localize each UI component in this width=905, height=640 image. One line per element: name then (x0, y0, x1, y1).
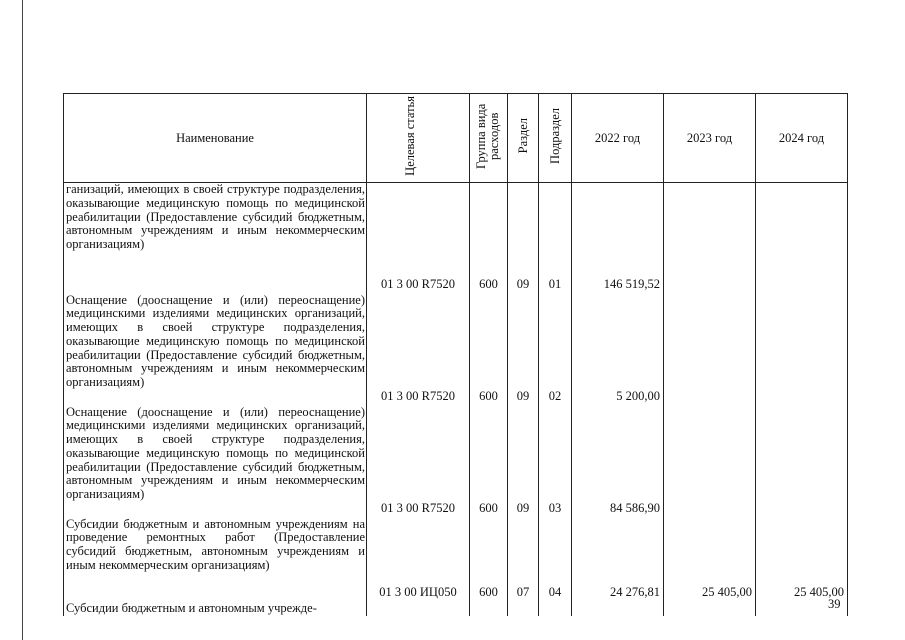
row-2022: 84 586,90 (572, 406, 664, 518)
row-group: 600 (470, 406, 508, 518)
row-2022 (572, 602, 664, 616)
budget-table-wrapper (63, 93, 848, 616)
row-group: 600 (470, 183, 508, 294)
row-2022: 24 276,81 (572, 518, 664, 602)
row-2023 (664, 406, 756, 518)
row-2023 (664, 602, 756, 616)
row-group: 600 (470, 518, 508, 602)
header-2024: 2024 год (756, 94, 848, 183)
row-2022: 146 519,52 (572, 183, 664, 294)
row-target: 01 3 00 R7520 (367, 294, 470, 406)
row-name: Оснащение (дооснащение и (или) переоснащение) медицинскими изделиями медицинских организаций, имеющих в своей структуре подразделения, оказывающие медицинскую помощь по медицинской реабилитации (Предоставление субсидий бюджетным, автономным учреждениям и иным некоммерческим организациям) (64, 294, 367, 406)
row-group (470, 602, 508, 616)
row-2024 (756, 183, 848, 294)
page-number: 39 (828, 597, 841, 611)
row-2023: 25 405,00 (664, 518, 756, 602)
row-target: 01 3 00 R7520 (367, 406, 470, 518)
row-name: Субсидии бюджетным и автономным учреждениям на проведение ремонтных работ (Предоставление субсидий бюджетным, автономным учреждениям и иным некоммерческим организациям) (64, 518, 367, 602)
row-subsection: 03 (539, 406, 572, 518)
row-section: 09 (508, 183, 539, 294)
table-body (64, 183, 848, 616)
row-name: Субсидии бюджетным и автономным учрежде- (64, 602, 367, 616)
header-section: Раздел (508, 94, 539, 183)
table-header (64, 94, 848, 183)
header-expense-group: Группа вида расходов (470, 94, 508, 183)
row-target (367, 602, 470, 616)
row-2022: 5 200,00 (572, 294, 664, 406)
header-name: Наименование (64, 94, 367, 183)
row-2023 (664, 183, 756, 294)
table-row (64, 183, 848, 294)
row-2024 (756, 294, 848, 406)
row-subsection (539, 602, 572, 616)
binding-margin-line (22, 0, 23, 640)
table-row (64, 406, 848, 518)
row-section: 09 (508, 294, 539, 406)
row-target: 01 3 00 ИЦ050 (367, 518, 470, 602)
header-subsection: Подраздел (539, 94, 572, 183)
header-2023: 2023 год (664, 94, 756, 183)
budget-table (63, 93, 848, 616)
row-2024: 25 405,00 (756, 518, 848, 602)
row-subsection: 02 (539, 294, 572, 406)
row-2023 (664, 294, 756, 406)
row-section: 09 (508, 406, 539, 518)
header-target-article: Целевая статья (367, 94, 470, 183)
table-row (64, 602, 848, 616)
row-subsection: 01 (539, 183, 572, 294)
table-row (64, 294, 848, 406)
row-name: ганизаций, имеющих в своей структуре подразделения, оказывающие медицинскую помощь по медицинской реабилитации (Предоставление субсидий бюджетным, автономным учреждениям и иным некоммерческим организациям) (64, 183, 367, 294)
row-subsection: 04 (539, 518, 572, 602)
row-section (508, 602, 539, 616)
row-2024 (756, 406, 848, 518)
header-2022: 2022 год (572, 94, 664, 183)
row-group: 600 (470, 294, 508, 406)
row-target: 01 3 00 R7520 (367, 183, 470, 294)
table-row (64, 518, 848, 602)
row-section: 07 (508, 518, 539, 602)
row-name: Оснащение (дооснащение и (или) переоснащение) медицинскими изделиями медицинских организаций, имеющих в своей структуре подразделения, оказывающие медицинскую помощь по медицинской реабилитации (Предоставление субсидий бюджетным, автономным учреждениям и иным некоммерческим организациям) (64, 406, 367, 518)
